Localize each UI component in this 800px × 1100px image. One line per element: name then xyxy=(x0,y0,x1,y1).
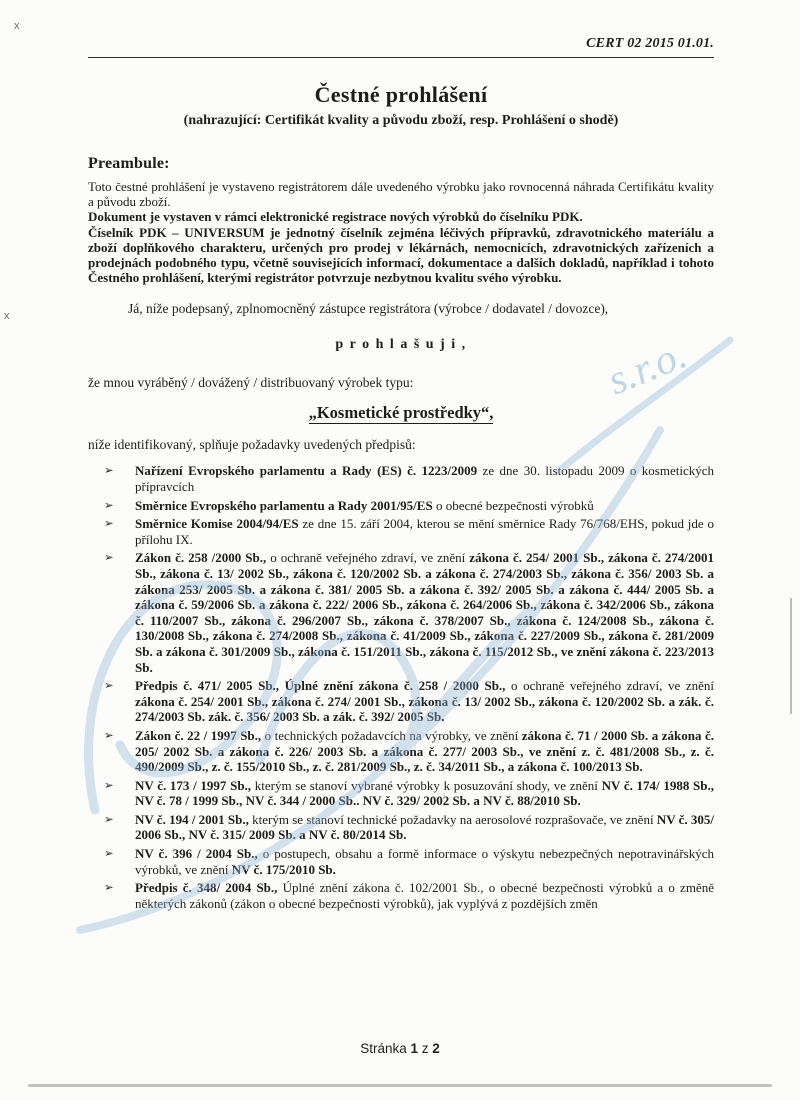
document-code: CERT 02 2015 01.01. xyxy=(586,36,714,51)
scan-artifact-mark: x xyxy=(4,310,10,322)
regulation-text xyxy=(135,678,714,724)
text-segment: Předpis č. 471/ 2005 Sb., Úplné znění zákona č. 258 / 2000 Sb., xyxy=(135,678,506,694)
list-bullet-icon: ➢ xyxy=(104,550,114,565)
scan-artifact-mark: x xyxy=(14,20,20,32)
regulation-text xyxy=(135,846,714,877)
list-bullet-icon: ➢ xyxy=(104,463,114,478)
document-subtitle: (nahrazující: Certifikát kvality a původu zboží, resp. Prohlášení o shodě) xyxy=(183,113,619,128)
text-segment: NV č. 175/2010 Sb. xyxy=(231,861,336,877)
preamble-paragraph: Toto čestné prohlášení je vystaveno registrátorem dále uvedeného výrobku jako rovnocenná náhrada Certifikátu kvality a původu zboží. xyxy=(88,179,714,210)
text-segment: Stránka xyxy=(360,1041,411,1056)
list-bullet-icon: ➢ xyxy=(104,516,114,531)
preamble-paragraph: Číselník PDK – UNIVERSUM je jednotný číselník zejména léčivých přípravků, zdravotnického materiálu a zboží doplňkového charakteru, určených pro prodej v lékárnách, nemocnicích, zdravotnických zařízeních a prodejnách podobného typu, včetně souvisejících informací, dokumentace a dalších dokladů, například i tohoto Čestného prohlášení, kterými registrátor potvrzuje nezbytnou kvalitu svého výrobku. xyxy=(88,224,714,286)
regulation-item xyxy=(88,550,714,675)
declarant-intro: Já, níže podepsaný, zplnomocněný zástupce registrátora (výrobce / dodavatel / dovozce), xyxy=(128,301,609,317)
text-segment: zákona č. 254/ 2001 Sb., zákona č. 274/ 2001 Sb., zákona č. 13/ 2002 Sb., zákona č. 120/2002 Sb. a zák. č. 274/2003 Sb. zák. č. 356/ 2003 Sb. a zák. č. 392/ 2005 Sb. xyxy=(135,693,714,725)
page-footer xyxy=(0,1041,800,1056)
regulation-item xyxy=(88,498,714,514)
regulation-item xyxy=(88,880,714,911)
compliance-lead: níže identifikovaný, splňuje požadavky uvedených předpisů: xyxy=(88,437,416,453)
regulation-text xyxy=(135,498,594,513)
list-bullet-icon: ➢ xyxy=(104,777,114,792)
text-segment: o technických požadavcích na výrobky, ve znění xyxy=(261,727,522,743)
regulation-text xyxy=(135,728,714,774)
list-bullet-icon: ➢ xyxy=(104,880,114,895)
regulation-text xyxy=(135,778,714,809)
list-bullet-icon: ➢ xyxy=(104,846,114,861)
text-segment: NV č. 396 / 2004 Sb., xyxy=(135,846,258,862)
text-segment: NV č. 173 / 1997 Sb., xyxy=(135,777,252,793)
preamble-paragraph: Dokument je vystaven v rámci elektronické registrace nových výrobků do číselníku PDK. xyxy=(88,209,583,225)
list-bullet-icon: ➢ xyxy=(104,811,114,826)
header-rule xyxy=(88,57,714,58)
list-bullet-icon: ➢ xyxy=(104,497,114,512)
document-title: Čestné prohlášení xyxy=(314,82,488,107)
regulation-item xyxy=(88,463,714,494)
preamble-heading: Preambule: xyxy=(88,155,170,172)
text-segment: zákona č. 254/ 2001 Sb., zákona č. 274/2001 Sb., zákona č. 13/ 2002 Sb., zákona č. 120/2002 Sb. a zákona č. 274/2003 Sb., zákona č. 356/ 2003 Sb. a zákona 253/ 2005 Sb. a zákona č. 381/ 2005 Sb. a zákona č. 392/ 2005 Sb. a zákona č. 444/ 2005 Sb. a zákona č. 59/2006 Sb. a zákona č. 222/ 2006 Sb., zákona č. 264/2006 Sb., zákona č. 342/2006 Sb., zákona č. 110/2007 Sb., zákona č. 296/2007 Sb., zákona č. 378/2007 Sb., zákona č. 124/2008 Sb., zákona č. 130/2008 Sb., zákona č. 274/2008 Sb., zákona č. 41/2009 Sb., zákona č. 227/2009 Sb., zákona č. 281/2009 Sb. a zákona č. 301/2009 Sb., zákona č. 151/2011 Sb., zákona č. 115/2012 Sb., ve znění zákona č. 223/2013 Sb. xyxy=(135,550,714,675)
text-segment: zákona č. 71 / 2000 Sb. a zákona č. 205/ 2002 Sb. a zákona č. 226/ 2003 Sb. a zákona č. 277/ 2003 Sb., ve znění z. č. 481/2008 Sb., z. č. 490/2009 Sb., z. č. 155/2010 Sb., z. č. 281/2009 Sb., z. č. 34/2011 Sb., a zákona č. 100/2013 Sb. xyxy=(135,727,714,775)
text-segment: Předpis č. 348/ 2004 Sb., xyxy=(135,880,278,896)
text-segment: ze dne 15. září 2004, kterou se mění směrnice Rady 76/768/EHS, pokud jde o přílohu IX. xyxy=(135,516,714,547)
text-segment: kterým se stanoví vybrané výrobky k posuzování shody, ve znění xyxy=(251,777,602,793)
preamble-paragraphs xyxy=(88,179,714,285)
text-segment: Zákon č. 22 / 1997 Sb., xyxy=(135,727,262,743)
declaration-verb: p r o h l a š u j i , xyxy=(335,337,467,353)
text-segment: o ochraně veřejného zdraví, ve znění xyxy=(505,678,714,694)
text-segment: z xyxy=(418,1041,433,1056)
text-segment: o obecné bezpečnosti výrobků xyxy=(432,497,594,513)
scan-bottom-shadow xyxy=(28,1084,772,1087)
watermark-text: s.r.o. xyxy=(601,331,694,405)
text-segment: Směrnice Evropského parlamentu a Rady 2001/95/ES xyxy=(135,497,433,513)
regulation-text xyxy=(135,550,714,674)
product-lead: že mnou vyráběný / dovážený / distribuovaný výrobek typu: xyxy=(88,375,414,391)
regulation-text xyxy=(135,516,714,547)
regulation-text xyxy=(135,463,714,494)
regulation-item xyxy=(88,516,714,547)
product-type: „Kosmetické prostředky“, xyxy=(308,403,494,423)
regulation-item xyxy=(88,778,714,809)
text-segment: 2 xyxy=(432,1041,440,1056)
regulation-item xyxy=(88,846,714,877)
text-segment: Zákon č. 258 /2000 Sb., xyxy=(135,550,267,566)
list-bullet-icon: ➢ xyxy=(104,727,114,742)
regulation-item xyxy=(88,728,714,775)
scan-edge-line xyxy=(790,598,792,714)
regulations-list xyxy=(88,463,714,911)
list-bullet-icon: ➢ xyxy=(104,678,114,693)
text-segment: NV č. 194 / 2001 Sb., xyxy=(135,811,249,827)
text-segment: o ochraně veřejného zdraví, ve znění xyxy=(266,550,470,566)
text-segment: ze dne 30. listopadu 2009 o kosmetických přípravcích xyxy=(135,463,714,495)
text-segment: o postupech, obsahu a formě informace o výskytu nebezpečných nepotravinářských výrobků, ve znění xyxy=(135,846,714,877)
text-segment: Směrnice Komise 2004/94/ES xyxy=(135,516,299,532)
text-segment: Úplné znění zákona č. 102/2001 Sb., o obecné bezpečnosti výrobků a o změně některých zákonů (zákon o obecné bezpečnosti výrobků), jak vyplývá z pozdějších změn xyxy=(135,880,714,911)
text-segment: NV č. 174/ 1988 Sb., NV č. 78 / 1999 Sb., NV č. 344 / 2000 Sb.. NV č. 329/ 2002 Sb. a NV č. 88/2010 Sb. xyxy=(135,777,714,809)
regulation-text xyxy=(135,880,714,911)
text-segment: 1 xyxy=(410,1041,418,1056)
text-segment: kterým se stanoví technické požadavky na aerosolové rozprašovače, ve znění xyxy=(248,811,657,827)
regulation-text xyxy=(135,812,714,843)
text-segment: NV č. 305/ 2006 Sb., NV č. 315/ 2009 Sb. a NV č. 80/2014 Sb. xyxy=(135,811,715,843)
product-type-line xyxy=(88,403,714,423)
regulation-item xyxy=(88,678,714,725)
regulation-item xyxy=(88,812,714,843)
text-segment: Nařízení Evropského parlamentu a Rady (ES) č. 1223/2009 xyxy=(135,463,478,479)
